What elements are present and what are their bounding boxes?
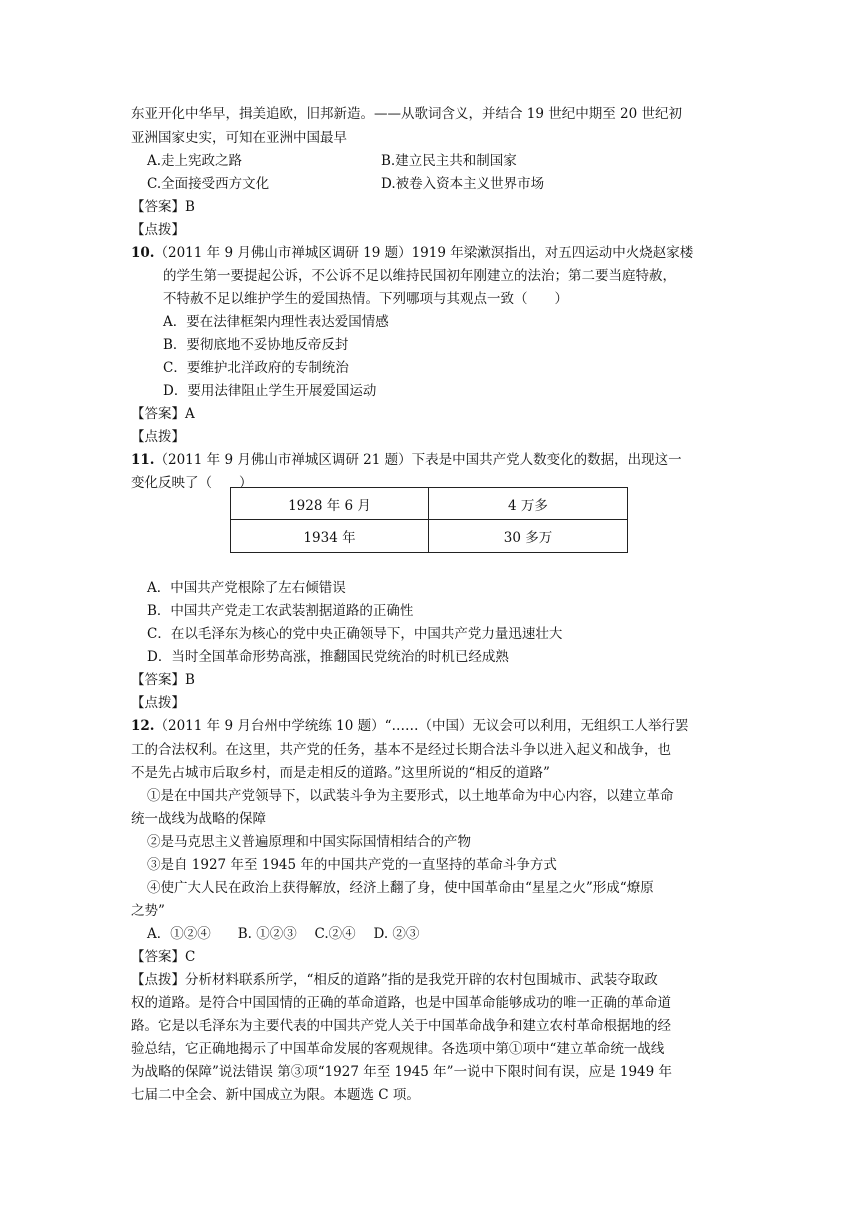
q11-answer: 【答案】B — [131, 672, 195, 688]
q9-answer: 【答案】B — [131, 199, 195, 215]
q11-stem-line — [131, 450, 682, 470]
q12-number: 12. — [131, 718, 155, 734]
q12-options: A．①②④ B. ①②③ C.②④ D. ②③ — [147, 926, 420, 942]
q12-stem-line: 工的合法权利。在这里，共产党的任务，基本不是经过长期合法斗争以进入起义和战争，也 — [131, 742, 671, 758]
q10-stem-line: 不特赦不足以维护学生的爱国热情。下列哪项与其观点一致（ ） — [163, 291, 568, 307]
q9-stem-line: 亚洲国家史实，可知在亚洲中国最早 — [131, 130, 347, 146]
q10-tip: 【点拨】 — [131, 429, 185, 445]
q12-tip-line: 路。它是以毛泽东为主要代表的中国共产党人关于中国革命战争和建立农村革命根据地的经 — [131, 1018, 671, 1034]
q12-tip-line: 为战略的保障”说法错误 第③项“1927 年至 1945 年”一说中下限时间有误，应是 1949 年 — [131, 1064, 673, 1080]
q11-option-a: A．中国共产党根除了左右倾错误 — [147, 580, 346, 596]
table-cell-count: 30 多万 — [503, 530, 553, 546]
q9-tip: 【点拨】 — [131, 222, 185, 238]
q11-stem-text: （2011 年 9 月佛山市禅城区调研 21 题）下表是中国共产党人数变化的数据，出现这一 — [154, 452, 682, 468]
q9-option-a: A.走上宪政之路 — [147, 153, 243, 169]
q12-item-3: ③是自 1927 年至 1945 年的中国共产党的一直坚持的革命斗争方式 — [147, 857, 557, 873]
q12-item-1-cont: 统一战线为战略的保障 — [131, 811, 266, 827]
table-cell-date: 1928 年 6 月 — [231, 488, 429, 520]
q12-item-4-cont: 之势” — [131, 903, 165, 919]
q10-answer: 【答案】A — [131, 406, 195, 422]
q12-stem-text: （2011 年 9 月台州中学统练 10 题）“……（中国）无议会可以利用，无组织工人举行罢 — [154, 718, 689, 734]
q11-number: 11. — [131, 452, 155, 468]
q9-option-c: C.全面接受西方文化 — [147, 176, 270, 192]
table-cell-count: 4 万多 — [429, 488, 627, 520]
q12-tip-line: 权的道路。是符合中国国情的正确的革命道路，也是中国革命能够成功的唯一正确的革命道 — [131, 995, 671, 1011]
q12-tip-line: 验总结，它正确地揭示了中国革命发展的客观规律。各选项中第①项中“建立革命统一战线 — [131, 1041, 665, 1057]
party-membership-table — [230, 487, 628, 553]
q9-option-b: B.建立民主共和制国家 — [381, 153, 517, 169]
q12-stem-line: 不是先占城市后取乡村，而是走相反的道路。”这里所说的“相反的道路” — [131, 765, 550, 781]
q12-tip-line: 七届二中全会、新中国成立为限。本题选 C 项。 — [131, 1087, 420, 1103]
q12-item-2: ②是马克思主义普遍原理和中国实际国情相结合的产物 — [147, 834, 471, 850]
q11-option-d: D．当时全国革命形势高涨，推翻国民党统治的时机已经成熟 — [147, 649, 509, 665]
q10-option-d: D．要用法律阻止学生开展爱国运动 — [163, 383, 377, 399]
q11-stem-line: 变化反映了（ ） — [131, 475, 253, 491]
q9-option-d: D.被卷入资本主义世界市场 — [381, 176, 545, 192]
q11-option-b: B．中国共产党走工农武装割据道路的正确性 — [147, 603, 414, 619]
q12-item-1: ①是在中国共产党领导下，以武装斗争为主要形式，以土地革命为中心内容，以建立革命 — [147, 788, 674, 804]
q10-option-a: A．要在法律框架内理性表达爱国情感 — [163, 314, 389, 330]
q11-tip: 【点拨】 — [131, 695, 185, 711]
q12-stem-line — [131, 716, 688, 736]
q12-tip-line: 【点拨】分析材料联系所学，“相反的道路”指的是我党开辟的农村包围城市、武装夺取政 — [131, 972, 658, 988]
q10-number: 10. — [131, 245, 155, 261]
q11-option-c: C．在以毛泽东为核心的党中央正确领导下，中国共产党力量迅速壮大 — [147, 626, 563, 642]
q10-option-c: C．要维护北洋政府的专制统治 — [163, 360, 349, 376]
q12-answer: 【答案】C — [131, 949, 196, 965]
table-cell-date: 1934 年 — [231, 520, 429, 552]
q12-item-4: ④使广大人民在政治上获得解放，经济上翻了身，使中国革命由“星星之火”形成“燎原 — [147, 880, 654, 896]
q10-option-b: B．要彻底地不妥协地反帝反封 — [163, 337, 349, 353]
q10-stem-line: 的学生第一要提起公诉，不公诉不足以维持民国初年刚建立的法治；第二要当庭特赦， — [163, 268, 676, 284]
q9-stem-line: 东亚开化中华早，揖美追欧，旧邦新造。——从歌词含义，并结合 19 世纪中期至 20 世纪初 — [131, 106, 683, 122]
q10-stem-text: （2011 年 9 月佛山市禅城区调研 19 题）1919 年梁漱溟指出，对五四运动中火烧赵家楼 — [154, 245, 694, 261]
q10-stem-line — [131, 243, 693, 263]
